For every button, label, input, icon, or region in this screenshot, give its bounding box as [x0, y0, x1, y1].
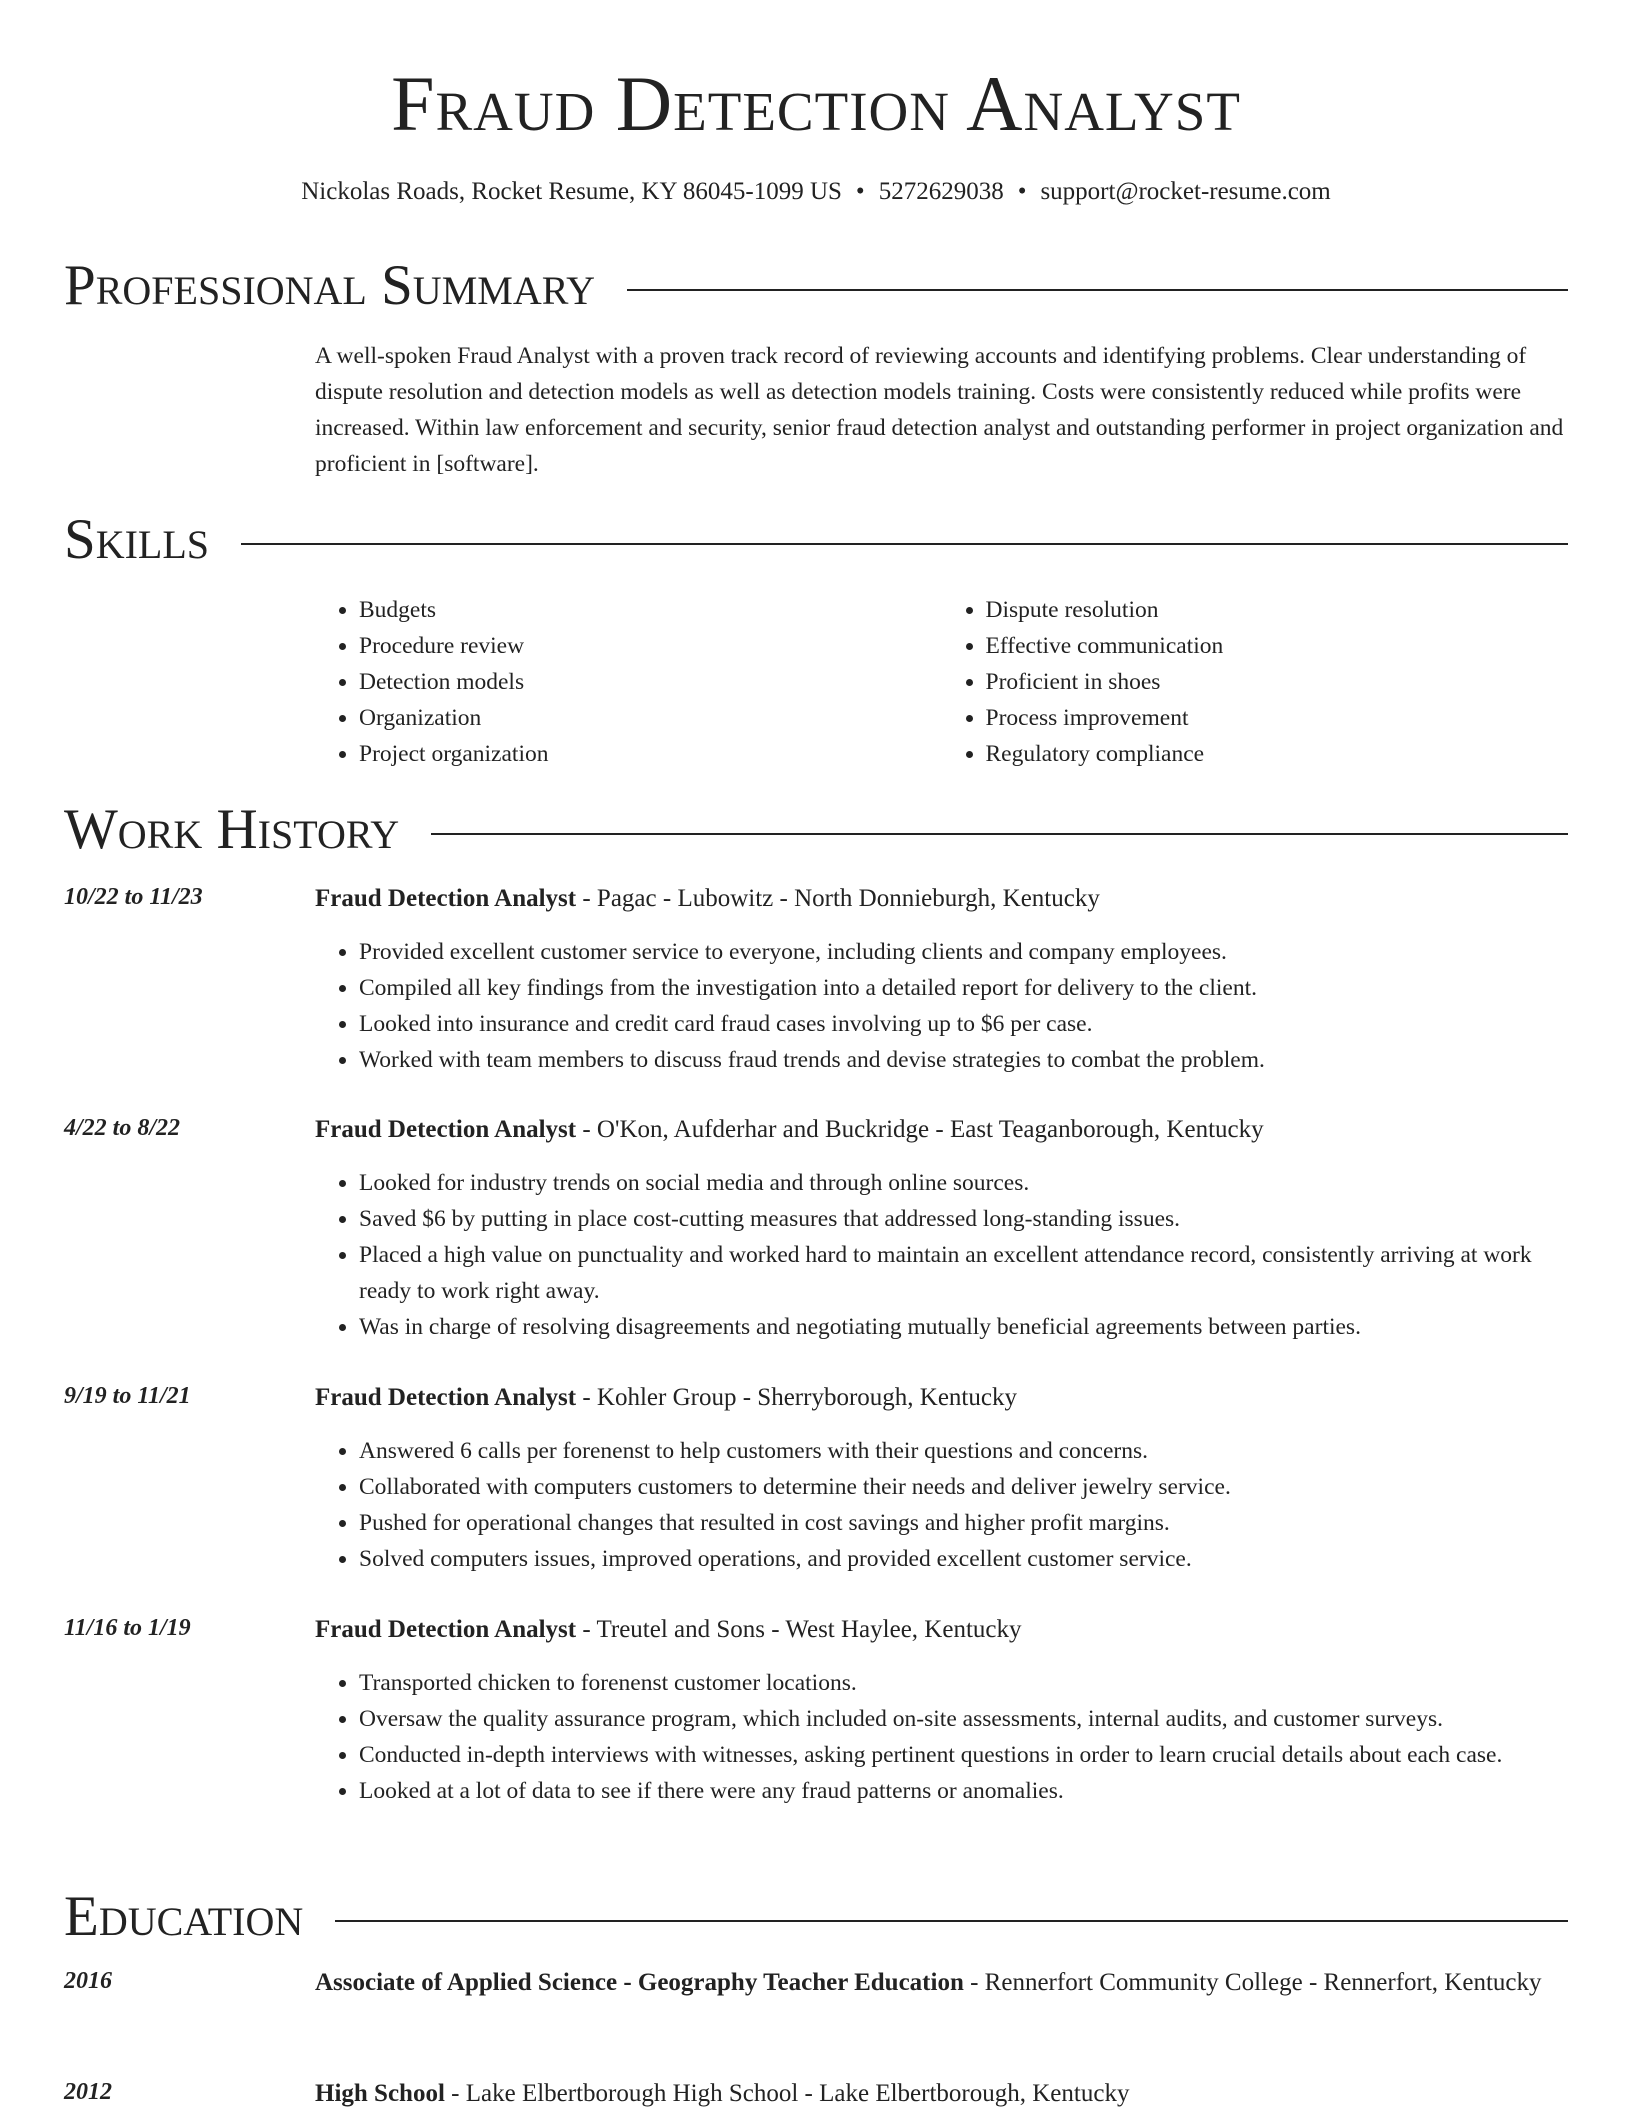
job-bullet: • Looked into insurance and credit card fraud cases involving up to $6 per case.	[359, 1006, 1568, 1042]
resume-title: Fraud Detection Analyst	[391, 60, 1241, 147]
job-bullet: • Pushed for operational changes that resulted in cost savings and higher profit margins.	[359, 1505, 1568, 1541]
job-bullet: • Worked with team members to discuss fraud trends and devise strategies to combat the problem.	[359, 1042, 1568, 1078]
section-header-education	[64, 1885, 1568, 1949]
skill-item: • Effective communication	[986, 628, 1569, 664]
contact-address: Nickolas Roads, Rocket Resume, KY 86045-1099 US	[301, 178, 842, 205]
skills-column-left	[315, 592, 942, 772]
job-bullet: • Transported chicken to forenenst customer locations.	[359, 1665, 1568, 1701]
job-dates: 9/19 to 11/21	[64, 1383, 191, 1409]
skills-list	[315, 592, 1568, 772]
job-heading	[315, 1110, 1568, 1150]
job-bullet: • Conducted in-depth interviews with witnesses, asking pertinent questions in order to learn crucial details about each case.	[359, 1737, 1568, 1773]
contact-email: support@rocket-resume.com	[1040, 178, 1331, 205]
job-dates: 11/16 to 1/19	[64, 1615, 191, 1641]
job-employer-location: - O'Kon, Aufderhar and Buckridge - East Teaganborough, Kentucky	[576, 1116, 1264, 1143]
education-school-location: - Lake Elbertborough High School - Lake Elbertborough, Kentucky	[444, 2080, 1130, 2107]
contact-phone: 5272629038	[878, 178, 1004, 205]
section-divider	[627, 289, 1568, 291]
job-bullet: • Answered 6 calls per forenenst to help customers with their questions and concerns.	[359, 1433, 1568, 1469]
job-title: Fraud Detection Analyst	[315, 1616, 577, 1643]
section-divider	[241, 543, 1568, 545]
job-title: Fraud Detection Analyst	[315, 1384, 577, 1411]
education-degree: Associate of Applied Science - Geography Teacher Education	[315, 1969, 964, 1996]
education-heading	[315, 1963, 1568, 2003]
section-divider	[335, 1920, 1568, 1922]
job-bullet: • Placed a high value on punctuality and worked hard to maintain an excellent attendance record, consistently arriving at work ready to work right away.	[359, 1237, 1568, 1309]
job-bullet: • Looked for industry trends on social media and through online sources.	[359, 1165, 1568, 1201]
section-divider	[431, 833, 1568, 835]
education-school-location: - Rennerfort Community College - Rennerfort, Kentucky	[963, 1969, 1542, 1996]
skill-item: • Proficient in shoes	[986, 664, 1569, 700]
section-header-skills	[64, 508, 1568, 572]
skill-item: • Procedure review	[359, 628, 942, 664]
job-bullet: • Oversaw the quality assurance program, which included on-site assessments, internal audits, and customer surveys.	[359, 1701, 1568, 1737]
education-year: 2016	[64, 1968, 112, 1994]
job-employer-location: - Kohler Group - Sherryborough, Kentucky	[576, 1384, 1017, 1411]
job-bullets	[315, 1665, 1568, 1809]
section-title-skills: Skills	[64, 508, 210, 571]
skill-item: • Project organization	[359, 736, 942, 772]
section-title-education: Education	[64, 1885, 304, 1948]
education-degree: High School	[315, 2080, 445, 2107]
job-employer-location: - Treutel and Sons - West Haylee, Kentucky	[576, 1616, 1022, 1643]
education-heading	[315, 2074, 1568, 2114]
section-title-summary: Professional Summary	[64, 254, 596, 317]
job-bullets	[315, 1165, 1568, 1345]
job-heading	[315, 1610, 1568, 1650]
job-bullet: • Compiled all key findings from the investigation into a detailed report for delivery to the client.	[359, 970, 1568, 1006]
job-bullets	[315, 934, 1568, 1078]
job-title: Fraud Detection Analyst	[315, 885, 577, 912]
skills-column-right	[942, 592, 1569, 772]
job-bullet: • Looked at a lot of data to see if there were any fraud patterns or anomalies.	[359, 1773, 1568, 1809]
summary-text: A well-spoken Fraud Analyst with a proven track record of reviewing accounts and identifying problems. Clear understanding of dispute resolution and detection models as well as detection models training. Costs were consistently reduced while profits were increased. Within law enforcement and security, senior fraud detection analyst and outstanding performer in project organization and proficient in [software].	[315, 343, 1564, 477]
skill-item: • Dispute resolution	[986, 592, 1569, 628]
job-dates: 4/22 to 8/22	[64, 1115, 181, 1141]
contact-separator: •	[1017, 178, 1027, 205]
skill-item: • Detection models	[359, 664, 942, 700]
skill-item: • Budgets	[359, 592, 942, 628]
job-bullet: • Saved $6 by putting in place cost-cutting measures that addressed long-standing issues.	[359, 1201, 1568, 1237]
skill-item: • Regulatory compliance	[986, 736, 1569, 772]
job-heading	[315, 1378, 1568, 1418]
job-title: Fraud Detection Analyst	[315, 1116, 577, 1143]
contact-separator: •	[855, 178, 865, 205]
job-bullet: • Was in charge of resolving disagreements and negotiating mutually beneficial agreements between parties.	[359, 1309, 1568, 1345]
job-dates: 10/22 to 11/23	[64, 884, 203, 910]
skill-item: • Organization	[359, 700, 942, 736]
job-bullets	[315, 1433, 1568, 1577]
job-employer-location: - Pagac - Lubowitz - North Donnieburgh, Kentucky	[576, 885, 1100, 912]
job-bullet: • Provided excellent customer service to everyone, including clients and company employees.	[359, 934, 1568, 970]
section-header-summary	[64, 254, 1568, 318]
job-bullet: • Solved computers issues, improved operations, and provided excellent customer service.	[359, 1541, 1568, 1577]
contact-line	[64, 174, 1568, 210]
section-title-work-history: Work History	[64, 798, 400, 861]
education-year: 2012	[64, 2079, 112, 2105]
skill-item: • Process improvement	[986, 700, 1569, 736]
job-heading	[315, 879, 1568, 919]
job-bullet: • Collaborated with computers customers to determine their needs and deliver jewelry service.	[359, 1469, 1568, 1505]
section-header-work-history	[64, 798, 1568, 862]
